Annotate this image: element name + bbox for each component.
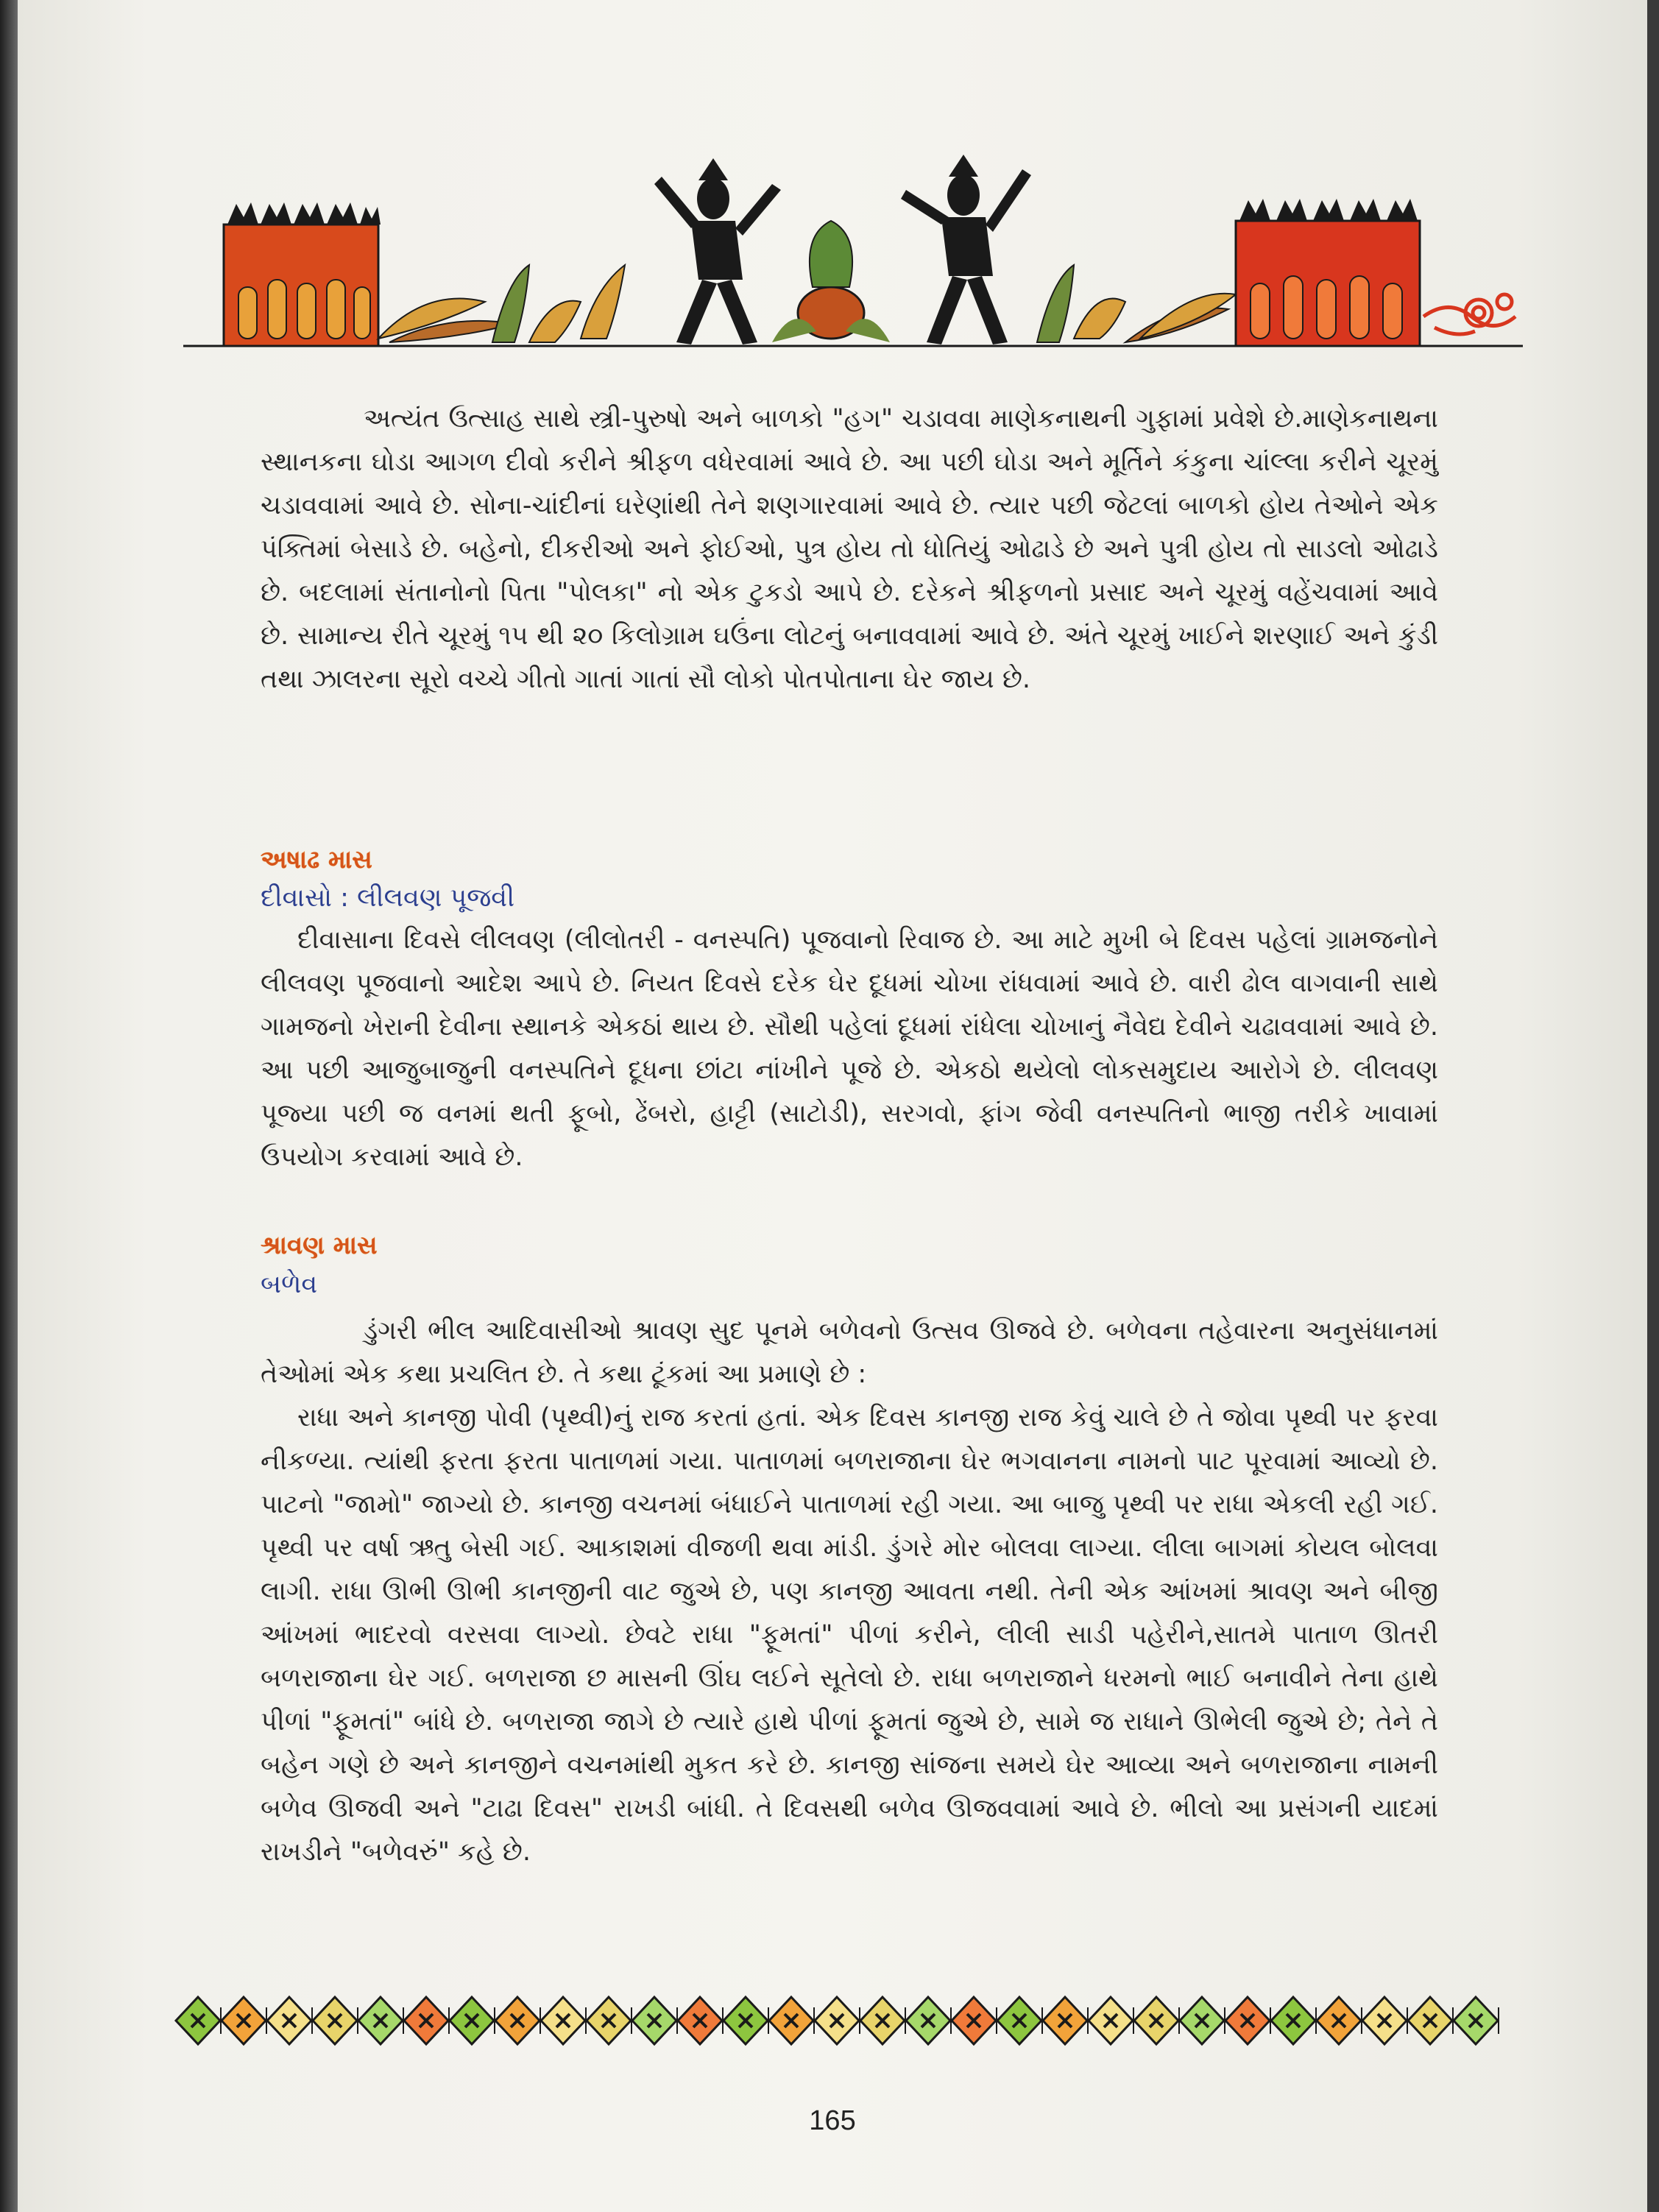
ashadh-month-heading: અષાઢ માસ (261, 845, 372, 874)
diamond-pattern-border (169, 1984, 1530, 2057)
ashadh-festival-heading: દીવાસો : લીલવણ પૂજવી (261, 883, 515, 913)
right-horse-shrine (1236, 199, 1420, 346)
shravan-paragraph-2: રાધા અને કાનજી પોવી (પૃથ્વી)નું રાજ કરતાં હતાં. એક દિવસ કાનજી રાજ કેવું ચાલે છે તે જોવા પૃથ્વી પર ફરવા નીકળ્યા. ત્યાંથી ફરતા ફરતા પાતાળમાં ગયા. પાતાળમાં બળરાજાના ઘેર ભગવાનના નામનો પાટ પૂરવામાં આવ્યો છે. પાટનો "જામો" જાગ્યો છે. કાનજી વચનમાં બંધાઈને પાતાળમાં રહી ગયા. આ બાજુ પૃથ્વી પર રાધા એકલી રહી ગઈ. પૃથ્વી પર વર્ષા ઋતુ બેસી ગઈ. આકાશમાં વીજળી થવા માંડી. ડુંગરે મોર બોલવા લાગ્યા. લીલા બાગમાં કોયલ બોલવા લાગી. રાધા ઊભી ઊભી કાનજીની વાટ જુએ છે, પણ કાનજી આવતા નથી. તેની એક આંખમાં શ્રાવણ અને બીજી આંખમાં ભાદરવો વરસવા લાગ્યો. છેવટે રાધા "ફૂમતાં" પીળાં કરીને, લીલી સાડી પહેરીને,સાતમે પાતાળ ઊતરી બળરાજાના ઘેર ગઈ. બળરાજા છ માસની ઊંઘ લઈને સૂતેલો છે. રાધા બળરાજાને ધરમનો ભાઈ બનાવીને તેના હાથે પીળાં "ફૂમતાં" બાંધે છે. બળરાજા જાગે છે ત્યારે હાથે પીળાં ફૂમતાં જુએ છે, સામે જ રાધાને ઊભેલી જુએ છે; તેને તે બહેન ગણે છે અને કાનજીને વચનમાંથી મુકત કરે છે. કાનજી સાંજના સમયે ઘેર આવ્યા અને બળરાજાના નામની બળેવ ઊજવી અને "ટાઢા દિવસ" રાખડી બાંધી. તે દિવસથી બળેવ ઊજવવામાં આવે છે. ભીલો આ પ્રસંગની યાદમાં રાખડીને "બળેવરું" કહે છે. (261, 1403, 1438, 1867)
shravan-paragraph-1: ડુંગરી ભીલ આદિવાસીઓ શ્રાવણ સુદ પૂનમે બળેવનો ઉત્સવ ઊજવે છે. બળેવના તહેવારના અનુસંધાનમાં તેઓમાં એક કથા પ્રચલિત છે. તે કથા ટૂંકમાં આ પ્રમાણે છે : (261, 1316, 1438, 1389)
shravan-festival-heading: બળેવ (261, 1270, 318, 1299)
shravan-month-heading: શ્રાવણ માસ (261, 1231, 378, 1260)
right-plants (1037, 265, 1236, 342)
page-number: 165 (809, 2105, 856, 2136)
ashadh-paragraph: દીવાસાના દિવસે લીલવણ (લીલોતરી - વનસ્પતિ) પૂજવાનો રિવાજ છે. આ માટે મુખી બે દિવસ પહેલાં ગ્રામજનોને લીલવણ પૂજવાનો આદેશ આપે છે. નિયત દિવસે દરેક ઘેર દૂધમાં ચોખા રાંધવામાં આવે છે. વારી ઢોલ વાગવાની સાથે ગામજનો ખેરાની દેવીના સ્થાનકે એકઠાં થાય છે. સૌથી પહેલાં દૂધમાં રાંધેલા ચોખાનું નૈવેદ્ય દેવીને ચઢાવવામાં આવે છે. આ પછી આજુબાજુની વનસ્પતિને દૂધના છાંટા નાંખીને પૂજે છે. એકઠો થયેલો લોકસમુદાય આરોગે છે. લીલવણ પૂજ્યા પછી જ વનમાં થતી ફૂબો, ઢેંબરો, હાટ્ટી (સાટોડી), સરગવો, ફાંગ જેવી વનસ્પતિનો ભાજી તરીકે ખાવામાં ઉપયોગ કરવામાં આવે છે. (261, 925, 1438, 1172)
center-plant-pot (772, 221, 890, 342)
left-dancing-figure (654, 158, 781, 344)
right-dancing-figure (901, 155, 1031, 344)
tribal-figures-illustration (183, 155, 1523, 368)
scroll-ornament (1423, 294, 1515, 334)
left-horse-shrine (224, 202, 381, 346)
book-spine (0, 0, 18, 2212)
book-page (18, 0, 1647, 2212)
intro-paragraph: અત્યંત ઉત્સાહ સાથે સ્ત્રી-પુરુષો અને બાળકો "હગ" ચડાવવા માણેકનાથની ગુફામાં પ્રવેશે છે.માણેકનાથના સ્થાનકના ઘોડા આગળ દીવો કરીને શ્રીફળ વધેરવામાં આવે છે. આ પછી ઘોડા અને મૂર્તિને કંકુના ચાંલ્લા કરીને ચૂરમું ચડાવવામાં આવે છે. સોના-ચાંદીનાં ઘરેણાંથી તેને શણગારવામાં આવે છે. ત્યાર પછી જેટલાં બાળકો હોય તેઓને એક પંક્તિમાં બેસાડે છે. બહેનો, દીકરીઓ અને ફોઈઓ, પુત્ર હોય તો ધોતિયું ઓઢાડે છે અને પુત્રી હોય તો સાડલો ઓઢાડે છે. બદલામાં સંતાનોનો પિતા "પોલકા" નો એક ટુકડો આપે છે. દરેકને શ્રીફળનો પ્રસાદ અને ચૂરમું વહેંચવામાં આવે છે. સામાન્ય રીતે ચૂરમું ૧૫ થી ૨૦ કિલોગ્રામ ઘઉંના લોટનું બનાવવામાં આવે છે. અંતે ચૂરમું ખાઈને શરણાઈ અને કુંડી તથા ઝાલરના સૂરો વચ્ચે ગીતો ગાતાં ગાતાં સૌ લોકો પોતપોતાના ઘેર જાય છે. (261, 404, 1438, 694)
left-plants (378, 265, 625, 342)
